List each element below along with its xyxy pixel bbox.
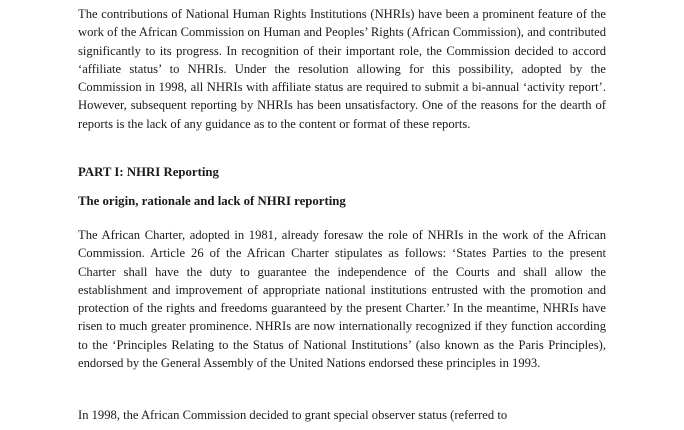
observer-status-paragraph: In 1998, the African Commission decided to grant special observer status (referred to (78, 408, 508, 422)
part-heading: PART I: NHRI Reporting (78, 165, 219, 179)
section-heading: The origin, rationale and lack of NHRI reporting (78, 194, 346, 208)
charter-paragraph: The African Charter, adopted in 1981, already foresaw the role of NHRIs in the work of the African Commission. Article 26 of the African Charter stipulates as follows: ‘States Parties to the present Charter shall have the duty to guarantee the independence of the Courts and shall allow the establishment and improvement of appropriate national institutions entrusted with the promotion and protection of the rights and freedoms guaranteed by the present Charter.’ In the meantime, NHRIs have risen to much greater prominence. NHRIs are now internationally recognized if they function according to the ‘Principles Relating to the Status of National Institutions’ (also known as the Paris Principles), endorsed by the General Assembly of the United Nations endorsed these principles in 1993. (78, 228, 606, 371)
intro-paragraph: The contributions of National Human Rights Institutions (NHRIs) have been a prominent feature of the work of the African Commission on Human and Peoples’ Rights (African Commission), and contributed significantly to its progress. In recognition of their important role, the Commission decided to accord ‘affiliate status’ to NHRIs. Under the resolution allowing for this possibility, adopted by the Commission in 1998, all NHRIs with affiliate status are required to submit a bi-annual ‘activity report’. However, subsequent reporting by NHRIs has been unsatisfactory. One of the reasons for the dearth of reports is the lack of any guidance as to the content or format of these reports. (78, 7, 606, 131)
